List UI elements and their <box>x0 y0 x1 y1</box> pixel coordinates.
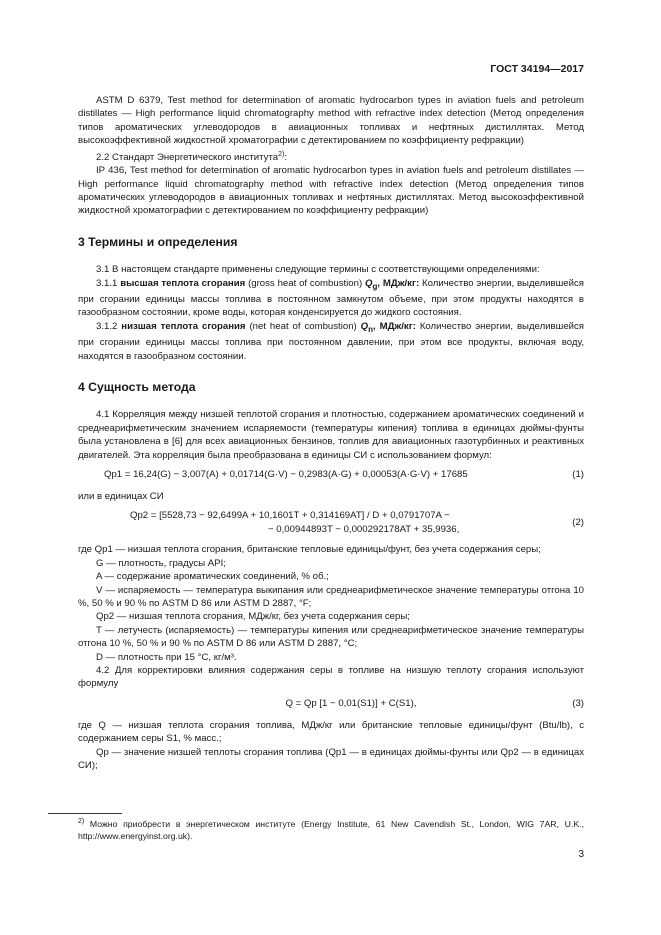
ei-standard-heading: 2.2 Стандарт Энергетического института$^{2)}$: <box>96 150 287 163</box>
formula-1 <box>78 468 584 484</box>
ip-reference: IP 436, Test method for determination of aromatic hydrocarbon types in aviation fuels and petroleum distillates — High performance liquid chromatography method with refractive index detection (Метод определения типов ароматических углеводородов в авиационных топливах и нефтяных дистиллятах. Метод высокоэффективной жидкостной хроматографии с детектированием по коэффициенту рефракции) <box>78 165 584 217</box>
where-qp: Qp — значение низшей теплоты сгорания топлива (Qp1 — в единицах дюймы-фунты или Qp2 — в единицах СИ); <box>78 746 584 772</box>
where-t: T — летучесть (испаряемость) — температуры кипения или среднеарифметическое значение температуры отгона 10 %, 50 % и 90 % по ASTM D 86 или ASTM D 2887, °C; <box>78 624 584 650</box>
formula-2-number: (2) <box>572 517 584 529</box>
term-net-heat: 3.1.2 низшая теплота сгорания (net heat of combustion) $Q_n$, МДж/кг: Количество энергии, выделившейся при сгорании единицы массы топлива при постоянном давлении, при этом все продукты, включая воду, находятся в газообразном состоянии. <box>78 320 585 362</box>
formula-3-text: Q = Qp [1 − 0,01(S1)] + C(S1), <box>285 697 417 709</box>
sec4-paragraph-1: 4.1 Корреляция между низшей теплотой сгорания и плотностью, содержанием ароматических соединений и среднеарифметическим значением испаряемости (температуры кипения) топлива в единицах дюймы-фунты была установлена в [6] для всех авиационных бензинов, топлив для авиационных газотурбинных и реактивных двигателей. Эта корреляция была преобразована в единицы СИ с использованием формул: <box>78 409 584 461</box>
formula-3-number: (3) <box>572 697 584 709</box>
term-gross-heat: 3.1.1 высшая теплота сгорания (gross heat of combustion) $Q_g$, МДж/кг: Количество энергии, выделившейся при сгорании единицы массы топлива в постоянном замкнутом объеме, при этом продукты находятся в газообразном состоянии, кроме воды, которая конденсируется до жидкого состояния. <box>78 277 584 319</box>
astm-reference: ASTM D 6379, Test method for determination of aromatic hydrocarbon types in aviation fuels and petroleum distillates — High performance liquid chromatography method with refractive index detection (Метод определения типов ароматических углеводородов в авиационных топливах и нефтяных дистиллятах. Метод высокоэффективной жидкостной хроматографии с детектированием по коэффициенту рефракции) <box>78 95 584 147</box>
formula-2 <box>78 509 584 537</box>
footnote-ref: 2) <box>278 150 285 158</box>
where-d: D — плотность при 15 °C, кг/м³. <box>96 651 237 663</box>
section-4-title: 4 Сущность метода <box>78 379 196 394</box>
where-a: A — содержание ароматических соединений, % об.; <box>96 571 329 583</box>
where-qp1: где Qp1 — низшая теплота сгорания, британские тепловые единицы/фунт, без учета содержания серы; <box>78 544 541 556</box>
where-v: V — испаряемость — температура выкипания или среднеарифметическое значение температуры отгона 10 %, 50 % и 90 % по ASTM D 86 или ASTM D 2887, °F; <box>78 584 584 609</box>
formula-1-number: (1) <box>572 468 584 480</box>
footnote <box>78 816 584 842</box>
footnote-divider <box>48 813 122 814</box>
document-header: ГОСТ 34194—2017 <box>490 63 584 75</box>
page-number: 3 <box>578 849 584 860</box>
footnote-mark: 2) <box>78 818 85 825</box>
where-q: где Q — низшая теплота сгорания топлива, МДж/кг или британские тепловые единицы/фунт (Btu/lb), с содержанием серы S1, % масс.; <box>78 719 584 745</box>
where-qp2: Qp2 — низшая теплота сгорания, МДж/кг, без учета содержания серы; <box>96 611 410 623</box>
where-g: G — плотность, градусы API; <box>96 557 226 569</box>
formula-1-text: Qp1 = 16,24(G) − 3,007(A) + 0,01714(G·V) − 0,2983(A·G) + 0,00053(A·G·V) + 17685 <box>104 468 468 480</box>
formula-2-line-1: Qp2 = [5528,73 − 92,6499A + 10,1601T + 0,314169AT] / D + 0,0791707A − <box>130 510 450 522</box>
formula-3 <box>78 697 584 713</box>
formula-2-line-2: − 0,00944893T − 0,000292178AT + 35,9936, <box>268 523 460 535</box>
si-units-label: или в единицах СИ <box>78 490 164 502</box>
sec4-paragraph-2: 4.2 Для корректировки влияния содержания серы в топливе на низшую теплоту сгорания используют формулу <box>78 665 584 690</box>
page-content <box>78 94 584 772</box>
footnote-text: Можно приобрести в энергетическом институте (Energy Institute, 61 New Cavendish St., London, WIG 7AR, U.K., http://www.energyinst.org.uk). <box>78 818 584 841</box>
section-3-title: 3 Термины и определения <box>78 234 238 249</box>
sec3-intro: 3.1 В настоящем стандарте применены следующие термины с соответствующими определениями: <box>96 264 540 276</box>
